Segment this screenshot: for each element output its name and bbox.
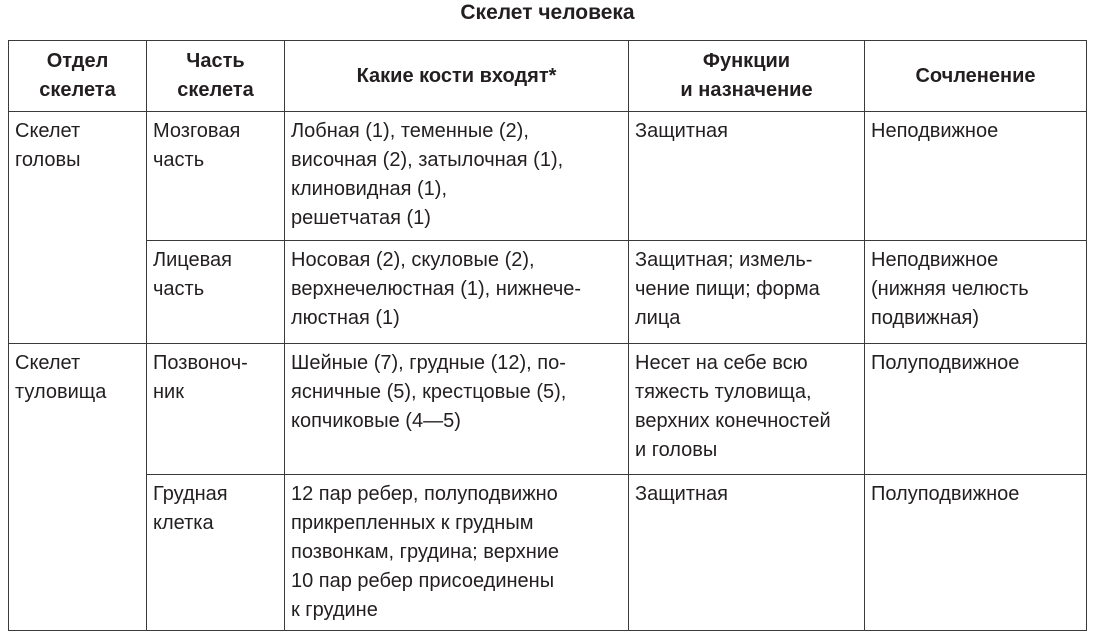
division-cell: Скелет туловища <box>9 344 147 631</box>
part-cell: Позвоноч- ник <box>147 344 285 475</box>
header-function: Функции и назначение <box>629 41 865 112</box>
header-part: Часть скелета <box>147 41 285 112</box>
function-cell: Несет на себе всю тяжесть туловища, верхних конечностей и головы <box>629 344 865 475</box>
bones-cell: Носовая (2), скуловые (2), верхнечелюстная (1), нижнече- люстная (1) <box>285 241 629 344</box>
table-row <box>9 241 1087 344</box>
function-cell: Защитная <box>629 112 865 241</box>
joint-cell: Неподвижное (нижняя челюсть подвижная) <box>865 241 1087 344</box>
header-bones: Какие кости входят* <box>285 41 629 112</box>
bones-cell: 12 пар ребер, полуподвижно прикрепленных к грудным позвонкам, грудина; верхние 10 пар ребер присоединены к грудине <box>285 475 629 631</box>
page-title: Скелет человека <box>460 1 635 24</box>
bones-cell: Лобная (1), теменные (2), височная (2), затылочная (1), клиновидная (1), решетчатая (1) <box>285 112 629 241</box>
part-cell: Мозговая часть <box>147 112 285 241</box>
table-row <box>9 112 1087 241</box>
function-cell: Защитная; измель- чение пищи; форма лица <box>629 241 865 344</box>
joint-cell: Неподвижное <box>865 112 1087 241</box>
skeleton-table <box>8 40 1087 631</box>
header-division: Отдел скелета <box>9 41 147 112</box>
joint-cell: Полуподвижное <box>865 344 1087 475</box>
table-row <box>9 344 1087 475</box>
part-cell: Грудная клетка <box>147 475 285 631</box>
bones-cell: Шейные (7), грудные (12), по- ясничные (5), крестцовые (5), копчиковые (4—5) <box>285 344 629 475</box>
function-cell: Защитная <box>629 475 865 631</box>
header-joint: Сочленение <box>865 41 1087 112</box>
table-row <box>9 475 1087 631</box>
part-cell: Лицевая часть <box>147 241 285 344</box>
division-cell: Скелет головы <box>9 112 147 344</box>
table-header-row <box>9 41 1087 112</box>
joint-cell: Полуподвижное <box>865 475 1087 631</box>
